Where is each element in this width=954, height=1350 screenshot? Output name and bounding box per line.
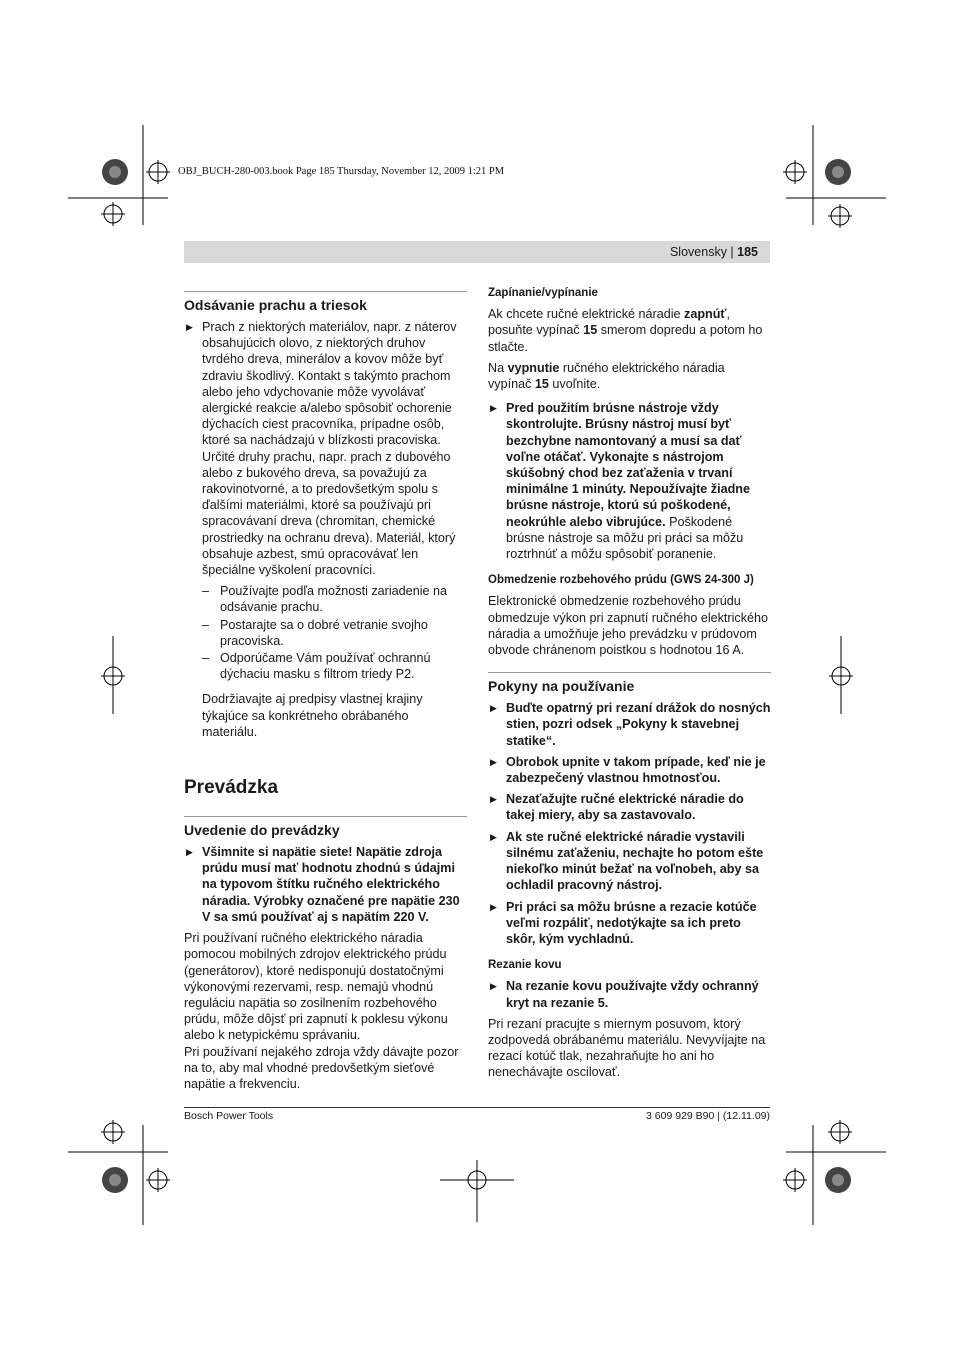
usage-bullet: ▶ Nezaťažujte ručné elektrické náradie do takej miery, aby sa zastavovalo. — [488, 791, 771, 823]
footer-rule — [184, 1107, 770, 1108]
generator-paragraph: Pri používaní ručného elektrického náradia pomocou mobilných zdrojov elektrického prúdu (generátorov), ktoré nedisponujú dostatočnými výkonovými rezervami, resp. nemajú vhodnú reguláciu napätia so zosilnením rozbehového prúdu, môže dôjsť pri zapnutí k poklesu výkonu alebo k netypickému správaniu. — [184, 931, 448, 1043]
subsection-title-metal-cutting: Rezanie kovu — [488, 959, 562, 972]
footer-brand: Bosch Power Tools — [184, 1110, 274, 1122]
text-run: Ak chcete ručné elektrické náradie — [488, 307, 685, 322]
metal-cutting-paragraph: Pri rezaní pracujte s miernym posuvom, ktorý zodpovedá obrábanému materiálu. Nevyvíjajte na rezací kotúč tlak, nezahraňujte ho ani ho nenechávajte oscilovať. — [488, 1016, 766, 1080]
section-title-usage-tips: Pokyny na používanie — [488, 672, 771, 695]
text-run-bold: zapnúť — [684, 307, 727, 322]
warning-bullet-test-tools — [488, 400, 771, 562]
switch-off-paragraph — [488, 360, 771, 392]
header-language: Slovensky | — [669, 245, 738, 259]
text-run: Poškodené brúsne nástroje sa môžu pri práci sa môžu roztrhnúť a môžu spôsobiť poranenie. — [506, 514, 744, 562]
chapter-title-operation: Prevádzka — [184, 777, 279, 799]
subsection-title-current-limiter: Obmedzenie rozbehového prúdu (GWS 24-300 J) — [488, 574, 754, 587]
dash-item: – Postarajte sa o dobré vetranie svojho pracoviska. — [184, 617, 467, 649]
left-column — [184, 291, 467, 1097]
text-run: Na — [488, 360, 508, 375]
text-run: , posuňte vypínač — [488, 307, 730, 338]
usage-bullet: ▶ Pri práci sa môžu brúsne a rezacie kotúče veľmi rozpáliť, nedotýkajte sa ich preto skôr, kým vychladnú. — [488, 899, 771, 948]
section-title-dust-extraction: Odsávanie prachu a triesok — [184, 291, 467, 314]
text-run-bold: 15 — [583, 323, 598, 338]
dash-item: – Používajte podľa možnosti zariadenie na odsávanie prachu. — [184, 583, 467, 615]
page-header — [670, 245, 758, 259]
page-number: 185 — [737, 245, 758, 259]
warning-bullet-voltage: ▶ Všimnite si napätie siete! Napätie zdroja prúdu musí mať hodnotu zhodnú s údajmi na typovom štítku ručného elektrického náradia. Výrobky označené pre napätie 230 V sa smú používať aj s napätím 220 V. — [184, 844, 467, 925]
text-run-bold: 15 — [534, 377, 549, 392]
switch-on-paragraph — [488, 306, 771, 355]
power-source-paragraph: Pri používaní nejakého zdroja vždy dávajte pozor na to, aby mal vhodné predovšetkým sieťové napätie a frekvenciu. — [184, 1044, 459, 1091]
text-run: ručného elektrického náradia vypínač — [488, 360, 725, 392]
text-run-bold: vypnutie — [507, 360, 560, 375]
text-run: smerom dopredu a potom ho stlačte. — [488, 323, 763, 354]
usage-bullet: ▶ Buďte opatrný pri rezaní drážok do nosných stien, pozri odsek „Pokyny k stavebnej statike“. — [488, 700, 771, 749]
text-run-bold: Pred použitím brúsne nástroje vždy skontrolujte. Brúsny nástroj musí byť bezchybne namontovaný a musí sa dať voľne otáčať. Vykonajte s nástrojom skúšobný chod bez zaťaženia v trvaní minimálne 1 minúty. Nepoužívajte žiadne brúsne nástroje, ktorú sú poškodené, neokrúhle alebo vibrujúce. — [506, 401, 750, 529]
print-info-line: OBJ_BUCH-280-003.book Page 185 Thursday, November 12, 2009 1:21 PM — [178, 166, 505, 177]
warning-bullet-dust: ▶ Prach z niektorých materiálov, napr. z náterov obsahujúcich olovo, z niektorých druhov tvrdého dreva, minerálov a kovov môže byť zdraviu škodlivý. Kontakt s takýmto prachom alebo jeho vdychovanie môže vyvolávať alergické reakcie a/alebo spôsobiť ochorenie dýchacích ciest pracovníka, prípadne osôb, ktoré sa nachádzajú v blízkosti pracoviska. Určité druhy prachu, napr. prach z dubového alebo z bukového dreva, sa považujú za rakovinotvorné, a to predovšetkým spolu s ďalšími materiálmi, ktoré sa používajú pri spracovávaní dreva (chromitan, chemické prostriedky na ochranu dreva). Materiál, ktorý obsahuje azbest, smú opracovávať len špeciálne vyškolení pracovníci. — [184, 319, 467, 578]
subsection-title-switching: Zapínanie/vypínanie — [488, 287, 598, 299]
footer-doc-number: 3 609 929 B90 | (12.11.09) — [646, 1110, 770, 1122]
section-title-starting-operation: Uvedenie do prevádzky — [184, 816, 467, 839]
usage-bullet: ▶ Obrobok upnite v takom prípade, keď nie je zabezpečený vlastnou hmotnosťou. — [488, 754, 771, 786]
text-run: uvoľnite. — [548, 377, 601, 392]
dash-item: – Odporúčame Vám používať ochrannú dýchaciu masku s filtrom triedy P2. — [184, 650, 467, 682]
usage-bullet: ▶ Ak ste ručné elektrické náradie vystavili silnému zaťaženiu, nechajte ho potom ešte niekoľko minút bežať na voľnobeh, aby sa ochladil pracovný nástroj. — [488, 829, 771, 894]
warning-bullet-metal-guard: ▶ Na rezanie kovu používajte vždy ochranný kryt na rezanie 5. — [488, 978, 771, 1010]
right-column — [488, 285, 771, 1086]
regulations-note: Dodržiavajte aj predpisy vlastnej krajiny týkajúce sa konkrétneho obrábaného materiálu. — [202, 692, 423, 739]
current-limiter-paragraph: Elektronické obmedzenie rozbehového prúdu obmedzuje výkon pri zapnutí ručného elektrického náradia a umožňuje jeho prevádzku v prúdovom obvode chránenom poistkou s hodnotou 16 A. — [488, 594, 769, 658]
